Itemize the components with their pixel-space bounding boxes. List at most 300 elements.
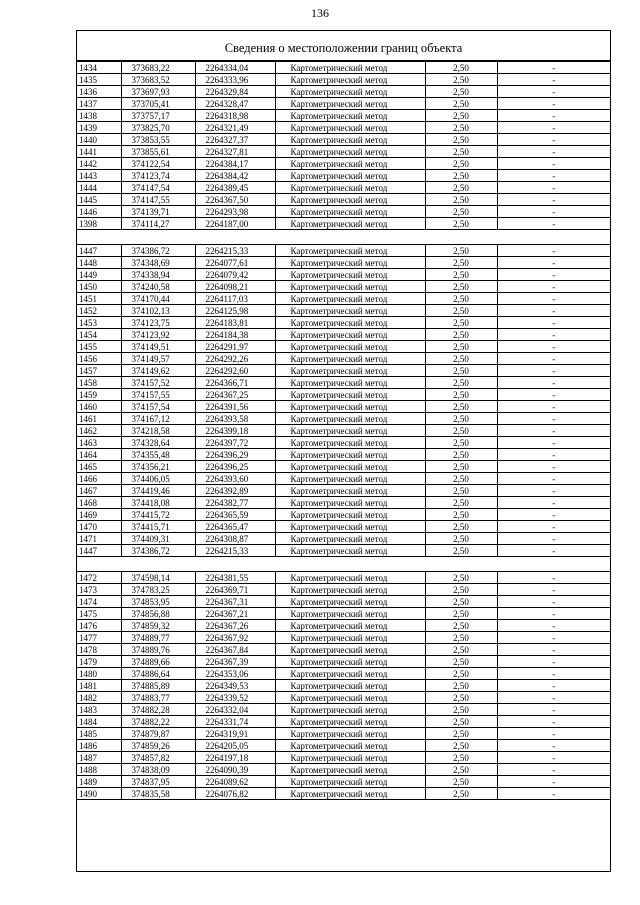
note-cell: - <box>497 632 610 644</box>
note-cell: - <box>497 533 610 545</box>
y-coordinate-cell: 2264321,49 <box>195 122 275 134</box>
table-row <box>77 353 610 365</box>
note-cell: - <box>497 110 610 122</box>
method-cell: Картометрический метод <box>275 206 425 218</box>
accuracy-cell: 2,50 <box>425 596 497 608</box>
x-coordinate-cell: 374418,08 <box>121 497 195 509</box>
note-cell: - <box>497 269 610 281</box>
method-cell: Картометрический метод <box>275 257 425 269</box>
accuracy-cell: 2,50 <box>425 353 497 365</box>
x-coordinate-cell: 374859,32 <box>121 620 195 632</box>
x-coordinate-cell: 374598,14 <box>121 572 195 584</box>
point-number-cell: 1477 <box>77 632 121 644</box>
accuracy-cell: 2,50 <box>425 62 497 74</box>
y-coordinate-cell: 2264308,87 <box>195 533 275 545</box>
method-cell: Картометрический метод <box>275 596 425 608</box>
method-cell: Картометрический метод <box>275 740 425 752</box>
y-coordinate-cell: 2264399,18 <box>195 425 275 437</box>
note-cell: - <box>497 170 610 182</box>
table-row <box>77 146 610 158</box>
table-row <box>77 668 610 680</box>
x-coordinate-cell: 374856,88 <box>121 608 195 620</box>
point-number-cell: 1489 <box>77 776 121 788</box>
y-coordinate-cell: 2264329,84 <box>195 86 275 98</box>
x-coordinate-cell: 374889,76 <box>121 644 195 656</box>
accuracy-cell: 2,50 <box>425 740 497 752</box>
y-coordinate-cell: 2264369,71 <box>195 584 275 596</box>
point-number-cell: 1456 <box>77 353 121 365</box>
method-cell: Картометрический метод <box>275 305 425 317</box>
document-frame <box>76 30 611 872</box>
x-coordinate-cell: 373757,17 <box>121 110 195 122</box>
x-coordinate-cell: 374149,62 <box>121 365 195 377</box>
note-cell: - <box>497 752 610 764</box>
y-coordinate-cell: 2264382,77 <box>195 497 275 509</box>
method-cell: Картометрический метод <box>275 545 425 557</box>
table-row <box>77 317 610 329</box>
y-coordinate-cell: 2264393,60 <box>195 473 275 485</box>
note-cell: - <box>497 389 610 401</box>
method-cell: Картометрический метод <box>275 158 425 170</box>
method-cell: Картометрический метод <box>275 182 425 194</box>
y-coordinate-cell: 2264187,00 <box>195 218 275 230</box>
note-cell: - <box>497 740 610 752</box>
note-cell: - <box>497 74 610 86</box>
method-cell: Картометрический метод <box>275 401 425 413</box>
method-cell: Картометрический метод <box>275 413 425 425</box>
y-coordinate-cell: 2264367,39 <box>195 656 275 668</box>
accuracy-cell: 2,50 <box>425 437 497 449</box>
accuracy-cell: 2,50 <box>425 644 497 656</box>
y-coordinate-cell: 2264215,33 <box>195 245 275 257</box>
method-cell: Картометрический метод <box>275 194 425 206</box>
table-row <box>77 728 610 740</box>
x-coordinate-cell: 374157,54 <box>121 401 195 413</box>
y-coordinate-cell: 2264117,03 <box>195 293 275 305</box>
y-coordinate-cell: 2264327,37 <box>195 134 275 146</box>
note-cell: - <box>497 497 610 509</box>
table-row <box>77 269 610 281</box>
table-row <box>77 305 610 317</box>
accuracy-cell: 2,50 <box>425 584 497 596</box>
note-cell: - <box>497 365 610 377</box>
x-coordinate-cell: 374149,57 <box>121 353 195 365</box>
x-coordinate-cell: 374102,13 <box>121 305 195 317</box>
accuracy-cell: 2,50 <box>425 74 497 86</box>
accuracy-cell: 2,50 <box>425 668 497 680</box>
y-coordinate-cell: 2264215,33 <box>195 545 275 557</box>
note-cell: - <box>497 437 610 449</box>
point-number-cell: 1452 <box>77 305 121 317</box>
x-coordinate-cell: 374157,52 <box>121 377 195 389</box>
table-row <box>77 485 610 497</box>
accuracy-cell: 2,50 <box>425 293 497 305</box>
x-coordinate-cell: 374386,72 <box>121 545 195 557</box>
point-number-cell: 1451 <box>77 293 121 305</box>
point-number-cell: 1443 <box>77 170 121 182</box>
note-cell: - <box>497 281 610 293</box>
y-coordinate-cell: 2264076,82 <box>195 788 275 800</box>
accuracy-cell: 2,50 <box>425 194 497 206</box>
note-cell: - <box>497 194 610 206</box>
accuracy-cell: 2,50 <box>425 620 497 632</box>
x-coordinate-cell: 374123,75 <box>121 317 195 329</box>
point-number-cell: 1444 <box>77 182 121 194</box>
accuracy-cell: 2,50 <box>425 497 497 509</box>
note-cell: - <box>497 413 610 425</box>
accuracy-cell: 2,50 <box>425 485 497 497</box>
x-coordinate-cell: 374328,64 <box>121 437 195 449</box>
note-cell: - <box>497 377 610 389</box>
table-row <box>77 377 610 389</box>
x-coordinate-cell: 374885,89 <box>121 680 195 692</box>
point-number-cell: 1449 <box>77 269 121 281</box>
point-number-cell: 1468 <box>77 497 121 509</box>
table-row <box>77 620 610 632</box>
x-coordinate-cell: 374149,51 <box>121 341 195 353</box>
x-coordinate-cell: 374147,55 <box>121 194 195 206</box>
y-coordinate-cell: 2264292,60 <box>195 365 275 377</box>
point-number-cell: 1453 <box>77 317 121 329</box>
x-coordinate-cell: 374838,09 <box>121 764 195 776</box>
table-row <box>77 413 610 425</box>
y-coordinate-cell: 2264205,05 <box>195 740 275 752</box>
accuracy-cell: 2,50 <box>425 245 497 257</box>
point-number-cell: 1461 <box>77 413 121 425</box>
point-number-cell: 1437 <box>77 98 121 110</box>
group-separator-cell <box>77 230 610 245</box>
y-coordinate-cell: 2264098,21 <box>195 281 275 293</box>
x-coordinate-cell: 374386,72 <box>121 245 195 257</box>
method-cell: Картометрический метод <box>275 170 425 182</box>
y-coordinate-cell: 2264393,58 <box>195 413 275 425</box>
x-coordinate-cell: 374123,74 <box>121 170 195 182</box>
accuracy-cell: 2,50 <box>425 218 497 230</box>
method-cell: Картометрический метод <box>275 692 425 704</box>
note-cell: - <box>497 509 610 521</box>
page-number: 136 <box>311 6 329 20</box>
table-row <box>77 545 610 557</box>
accuracy-cell: 2,50 <box>425 728 497 740</box>
table-row <box>77 62 610 74</box>
note-cell: - <box>497 764 610 776</box>
accuracy-cell: 2,50 <box>425 377 497 389</box>
point-number-cell: 1474 <box>77 596 121 608</box>
point-number-cell: 1481 <box>77 680 121 692</box>
method-cell: Картометрический метод <box>275 425 425 437</box>
x-coordinate-cell: 374348,69 <box>121 257 195 269</box>
note-cell: - <box>497 86 610 98</box>
note-cell: - <box>497 584 610 596</box>
x-coordinate-cell: 373853,55 <box>121 134 195 146</box>
note-cell: - <box>497 158 610 170</box>
table-row <box>77 389 610 401</box>
table-row <box>77 437 610 449</box>
note-cell: - <box>497 341 610 353</box>
table-row <box>77 134 610 146</box>
accuracy-cell: 2,50 <box>425 413 497 425</box>
method-cell: Картометрический метод <box>275 341 425 353</box>
y-coordinate-cell: 2264397,72 <box>195 437 275 449</box>
x-coordinate-cell: 374409,31 <box>121 533 195 545</box>
x-coordinate-cell: 373683,52 <box>121 74 195 86</box>
accuracy-cell: 2,50 <box>425 122 497 134</box>
y-coordinate-cell: 2264367,50 <box>195 194 275 206</box>
method-cell: Картометрический метод <box>275 680 425 692</box>
table-row <box>77 293 610 305</box>
point-number-cell: 1462 <box>77 425 121 437</box>
x-coordinate-cell: 373697,93 <box>121 86 195 98</box>
note-cell: - <box>497 305 610 317</box>
table-row <box>77 572 610 584</box>
y-coordinate-cell: 2264327,81 <box>195 146 275 158</box>
x-coordinate-cell: 374835,58 <box>121 788 195 800</box>
accuracy-cell: 2,50 <box>425 632 497 644</box>
x-coordinate-cell: 373705,41 <box>121 98 195 110</box>
note-cell: - <box>497 521 610 533</box>
table-row <box>77 596 610 608</box>
table-row <box>77 521 610 533</box>
table-row <box>77 632 610 644</box>
point-number-cell: 1486 <box>77 740 121 752</box>
table-row <box>77 584 610 596</box>
point-number-cell: 1479 <box>77 656 121 668</box>
method-cell: Картометрический метод <box>275 317 425 329</box>
note-cell: - <box>497 329 610 341</box>
x-coordinate-cell: 374883,77 <box>121 692 195 704</box>
accuracy-cell: 2,50 <box>425 269 497 281</box>
x-coordinate-cell: 373825,70 <box>121 122 195 134</box>
y-coordinate-cell: 2264184,38 <box>195 329 275 341</box>
method-cell: Картометрический метод <box>275 365 425 377</box>
table-row <box>77 656 610 668</box>
x-coordinate-cell: 374879,87 <box>121 728 195 740</box>
note-cell: - <box>497 425 610 437</box>
y-coordinate-cell: 2264125,98 <box>195 305 275 317</box>
note-cell: - <box>497 182 610 194</box>
table-row <box>77 473 610 485</box>
method-cell: Картометрический метод <box>275 437 425 449</box>
table-row <box>77 86 610 98</box>
method-cell: Картометрический метод <box>275 389 425 401</box>
y-coordinate-cell: 2264367,84 <box>195 644 275 656</box>
y-coordinate-cell: 2264396,25 <box>195 461 275 473</box>
x-coordinate-cell: 374114,27 <box>121 218 195 230</box>
x-coordinate-cell: 374889,66 <box>121 656 195 668</box>
accuracy-cell: 2,50 <box>425 704 497 716</box>
point-number-cell: 1450 <box>77 281 121 293</box>
method-cell: Картометрический метод <box>275 728 425 740</box>
x-coordinate-cell: 374889,77 <box>121 632 195 644</box>
point-number-cell: 1490 <box>77 788 121 800</box>
table-row <box>77 194 610 206</box>
table-row <box>77 764 610 776</box>
method-cell: Картометрический метод <box>275 497 425 509</box>
point-number-cell: 1483 <box>77 704 121 716</box>
y-coordinate-cell: 2264367,26 <box>195 620 275 632</box>
point-number-cell: 1436 <box>77 86 121 98</box>
group-separator-row <box>77 230 610 245</box>
point-number-cell: 1475 <box>77 608 121 620</box>
accuracy-cell: 2,50 <box>425 98 497 110</box>
y-coordinate-cell: 2264328,47 <box>195 98 275 110</box>
note-cell: - <box>497 62 610 74</box>
method-cell: Картометрический метод <box>275 293 425 305</box>
note-cell: - <box>497 461 610 473</box>
table-row <box>77 182 610 194</box>
point-number-cell: 1470 <box>77 521 121 533</box>
note-cell: - <box>497 644 610 656</box>
x-coordinate-cell: 374240,58 <box>121 281 195 293</box>
x-coordinate-cell: 374882,22 <box>121 716 195 728</box>
point-number-cell: 1485 <box>77 728 121 740</box>
x-coordinate-cell: 374783,25 <box>121 584 195 596</box>
method-cell: Картометрический метод <box>275 134 425 146</box>
accuracy-cell: 2,50 <box>425 533 497 545</box>
point-number-cell: 1465 <box>77 461 121 473</box>
point-number-cell: 1482 <box>77 692 121 704</box>
table-body <box>77 62 610 800</box>
accuracy-cell: 2,50 <box>425 170 497 182</box>
accuracy-cell: 2,50 <box>425 788 497 800</box>
point-number-cell: 1439 <box>77 122 121 134</box>
accuracy-cell: 2,50 <box>425 182 497 194</box>
accuracy-cell: 2,50 <box>425 545 497 557</box>
x-coordinate-cell: 374886,64 <box>121 668 195 680</box>
x-coordinate-cell: 374837,95 <box>121 776 195 788</box>
note-cell: - <box>497 788 610 800</box>
y-coordinate-cell: 2264079,42 <box>195 269 275 281</box>
method-cell: Картометрический метод <box>275 668 425 680</box>
x-coordinate-cell: 374415,71 <box>121 521 195 533</box>
x-coordinate-cell: 374859,26 <box>121 740 195 752</box>
x-coordinate-cell: 374857,82 <box>121 752 195 764</box>
method-cell: Картометрический метод <box>275 98 425 110</box>
y-coordinate-cell: 2264183,81 <box>195 317 275 329</box>
y-coordinate-cell: 2264384,17 <box>195 158 275 170</box>
method-cell: Картометрический метод <box>275 521 425 533</box>
y-coordinate-cell: 2264331,74 <box>195 716 275 728</box>
y-coordinate-cell: 2264381,55 <box>195 572 275 584</box>
accuracy-cell: 2,50 <box>425 449 497 461</box>
point-number-cell: 1440 <box>77 134 121 146</box>
table-row <box>77 329 610 341</box>
point-number-cell: 1442 <box>77 158 121 170</box>
note-cell: - <box>497 728 610 740</box>
x-coordinate-cell: 374218,58 <box>121 425 195 437</box>
point-number-cell: 1466 <box>77 473 121 485</box>
note-cell: - <box>497 776 610 788</box>
method-cell: Картометрический метод <box>275 572 425 584</box>
table-row <box>77 680 610 692</box>
note-cell: - <box>497 680 610 692</box>
point-number-cell: 1473 <box>77 584 121 596</box>
table-row <box>77 110 610 122</box>
method-cell: Картометрический метод <box>275 473 425 485</box>
x-coordinate-cell: 374139,71 <box>121 206 195 218</box>
method-cell: Картометрический метод <box>275 776 425 788</box>
accuracy-cell: 2,50 <box>425 86 497 98</box>
y-coordinate-cell: 2264319,91 <box>195 728 275 740</box>
note-cell: - <box>497 98 610 110</box>
method-cell: Картометрический метод <box>275 449 425 461</box>
table-row <box>77 461 610 473</box>
accuracy-cell: 2,50 <box>425 692 497 704</box>
note-cell: - <box>497 545 610 557</box>
accuracy-cell: 2,50 <box>425 764 497 776</box>
x-coordinate-cell: 374853,95 <box>121 596 195 608</box>
x-coordinate-cell: 374882,28 <box>121 704 195 716</box>
accuracy-cell: 2,50 <box>425 305 497 317</box>
note-cell: - <box>497 485 610 497</box>
accuracy-cell: 2,50 <box>425 146 497 158</box>
y-coordinate-cell: 2264367,31 <box>195 596 275 608</box>
note-cell: - <box>497 353 610 365</box>
method-cell: Картометрический метод <box>275 788 425 800</box>
note-cell: - <box>497 449 610 461</box>
y-coordinate-cell: 2264318,98 <box>195 110 275 122</box>
table-row <box>77 644 610 656</box>
point-number-cell: 1471 <box>77 533 121 545</box>
point-number-cell: 1476 <box>77 620 121 632</box>
table-row <box>77 341 610 353</box>
y-coordinate-cell: 2264365,47 <box>195 521 275 533</box>
method-cell: Картометрический метод <box>275 608 425 620</box>
point-number-cell: 1459 <box>77 389 121 401</box>
note-cell: - <box>497 245 610 257</box>
point-number-cell: 1478 <box>77 644 121 656</box>
point-number-cell: 1434 <box>77 62 121 74</box>
note-cell: - <box>497 218 610 230</box>
y-coordinate-cell: 2264391,56 <box>195 401 275 413</box>
table-row <box>77 740 610 752</box>
method-cell: Картометрический метод <box>275 716 425 728</box>
x-coordinate-cell: 374123,92 <box>121 329 195 341</box>
note-cell: - <box>497 692 610 704</box>
x-coordinate-cell: 374355,48 <box>121 449 195 461</box>
accuracy-cell: 2,50 <box>425 656 497 668</box>
accuracy-cell: 2,50 <box>425 680 497 692</box>
table-row <box>77 752 610 764</box>
accuracy-cell: 2,50 <box>425 365 497 377</box>
table-row <box>77 425 610 437</box>
point-number-cell: 1488 <box>77 764 121 776</box>
method-cell: Картометрический метод <box>275 74 425 86</box>
point-number-cell: 1469 <box>77 509 121 521</box>
y-coordinate-cell: 2264332,04 <box>195 704 275 716</box>
point-number-cell: 1441 <box>77 146 121 158</box>
point-number-cell: 1435 <box>77 74 121 86</box>
point-number-cell: 1472 <box>77 572 121 584</box>
table-row <box>77 206 610 218</box>
accuracy-cell: 2,50 <box>425 752 497 764</box>
point-number-cell: 1447 <box>77 545 121 557</box>
method-cell: Картометрический метод <box>275 461 425 473</box>
method-cell: Картометрический метод <box>275 281 425 293</box>
point-number-cell: 1445 <box>77 194 121 206</box>
point-number-cell: 1448 <box>77 257 121 269</box>
y-coordinate-cell: 2264367,25 <box>195 389 275 401</box>
accuracy-cell: 2,50 <box>425 134 497 146</box>
x-coordinate-cell: 374419,46 <box>121 485 195 497</box>
method-cell: Картометрический метод <box>275 146 425 158</box>
y-coordinate-cell: 2264384,42 <box>195 170 275 182</box>
x-coordinate-cell: 374167,12 <box>121 413 195 425</box>
method-cell: Картометрический метод <box>275 122 425 134</box>
accuracy-cell: 2,50 <box>425 509 497 521</box>
x-coordinate-cell: 374122,54 <box>121 158 195 170</box>
accuracy-cell: 2,50 <box>425 425 497 437</box>
